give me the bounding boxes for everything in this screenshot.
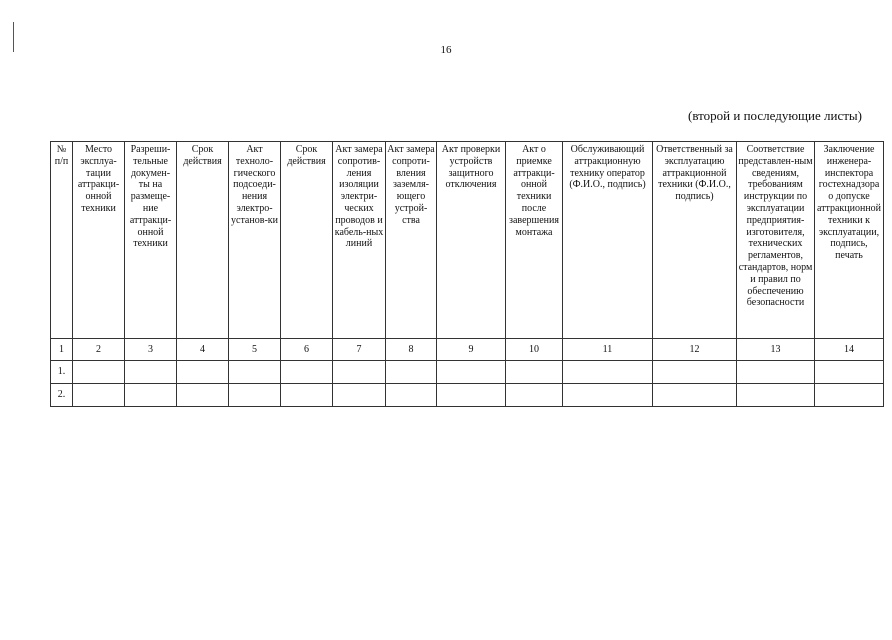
table-cell bbox=[177, 361, 229, 384]
table-row bbox=[51, 384, 884, 407]
column-header: Ответственный за эксплуатацию аттракционной техники (Ф.И.О., подпись) bbox=[653, 142, 737, 339]
table-cell bbox=[386, 361, 437, 384]
column-number: 10 bbox=[506, 339, 563, 361]
table-cell bbox=[73, 361, 125, 384]
column-number: 2 bbox=[73, 339, 125, 361]
column-header: Заключение инженера-инспектора гостехнадзора о допуске аттракционной техники к эксплуатации, подпись, печать bbox=[815, 142, 884, 339]
table-cell bbox=[563, 361, 653, 384]
column-number: 3 bbox=[125, 339, 177, 361]
table-cell bbox=[653, 384, 737, 407]
table-cell bbox=[437, 361, 506, 384]
column-header: Разреши-тельные докумен-ты на размеще-ние аттракци-онной техники bbox=[125, 142, 177, 339]
row-index: 1. bbox=[51, 361, 73, 384]
column-header: Акт замера сопротив-ления изоляции электри-ческих проводов и кабель-ных линий bbox=[333, 142, 386, 339]
table-cell bbox=[737, 361, 815, 384]
column-header: Акт техноло-гического подсоеди-нения электро-установ-ки bbox=[229, 142, 281, 339]
column-number: 8 bbox=[386, 339, 437, 361]
column-header: Срок действия bbox=[177, 142, 229, 339]
registration-table bbox=[50, 141, 884, 407]
table-cell bbox=[333, 361, 386, 384]
table-row bbox=[51, 361, 884, 384]
table-cell bbox=[229, 384, 281, 407]
column-number: 7 bbox=[333, 339, 386, 361]
column-header: Соответствие представлен-ным сведениям, требованиям инструкции по эксплуатации предприятия-изготовителя, технических регламентов, стандартов, норм и правил по обеспечению безопасности bbox=[737, 142, 815, 339]
column-number: 9 bbox=[437, 339, 506, 361]
column-number: 5 bbox=[229, 339, 281, 361]
table-cell bbox=[815, 361, 884, 384]
column-header: Акт о приемке аттракци-онной техники после завершения монтажа bbox=[506, 142, 563, 339]
column-header: Место эксплуа-тации аттракци-онной техники bbox=[73, 142, 125, 339]
column-number-row bbox=[51, 339, 884, 361]
row-index: 2. bbox=[51, 384, 73, 407]
column-number: 6 bbox=[281, 339, 333, 361]
table-cell bbox=[506, 384, 563, 407]
table-cell bbox=[437, 384, 506, 407]
table-cell bbox=[737, 384, 815, 407]
table-cell bbox=[653, 361, 737, 384]
column-header: Обслуживающий аттракционную технику оператор (Ф.И.О., подпись) bbox=[563, 142, 653, 339]
column-header: Акт замера сопроти-вления заземля-ющего устрой-ства bbox=[386, 142, 437, 339]
table-cell bbox=[563, 384, 653, 407]
sheet-note: (второй и последующие листы) bbox=[688, 108, 862, 123]
header-row bbox=[51, 142, 884, 339]
table-cell bbox=[177, 384, 229, 407]
column-header: № п/п bbox=[51, 142, 73, 339]
table-cell bbox=[281, 361, 333, 384]
page-number: 16 bbox=[440, 44, 452, 56]
column-header: Срок действия bbox=[281, 142, 333, 339]
table-cell bbox=[281, 384, 333, 407]
table-cell bbox=[506, 361, 563, 384]
table-cell bbox=[73, 384, 125, 407]
column-header: Акт проверки устройств защитного отключения bbox=[437, 142, 506, 339]
table-cell bbox=[125, 361, 177, 384]
table-cell bbox=[333, 384, 386, 407]
column-number: 4 bbox=[177, 339, 229, 361]
table-cell bbox=[815, 384, 884, 407]
table-cell bbox=[229, 361, 281, 384]
column-number: 11 bbox=[563, 339, 653, 361]
column-number: 1 bbox=[51, 339, 73, 361]
column-number: 12 bbox=[653, 339, 737, 361]
column-number: 13 bbox=[737, 339, 815, 361]
column-number: 14 bbox=[815, 339, 884, 361]
table-cell bbox=[125, 384, 177, 407]
table-cell bbox=[386, 384, 437, 407]
